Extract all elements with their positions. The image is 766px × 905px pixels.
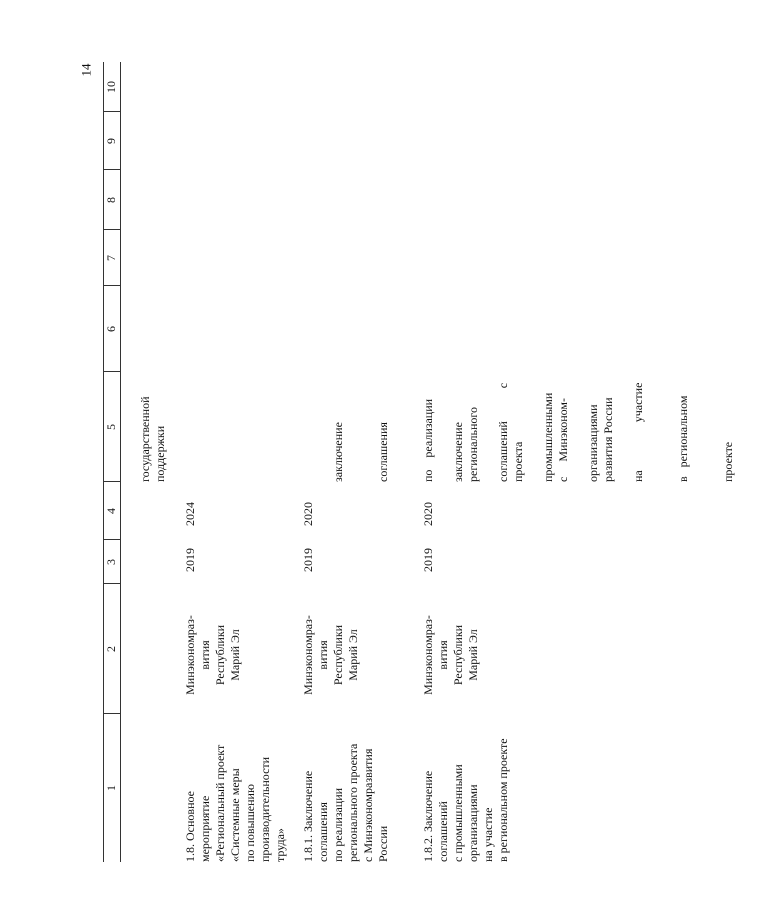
row-1-8-1-start-year: 2019 — [301, 548, 315, 572]
column-header: 3 — [104, 559, 118, 565]
row-1-8-1-result: заключение соглашения по реализации регионального проекта с Минэконом- развития России — [331, 397, 615, 482]
row-1-8-2-result: заключение соглашений с промышленными организациями на участие в региональном проекте — [451, 382, 735, 482]
row-1-8-2-start-year: 2019 — [421, 548, 435, 572]
row-1-8-executor: Минэкономраз- вития Республики Марий Эл — [183, 615, 242, 695]
column-header: 1 — [104, 785, 118, 791]
row-1-8-2-end-year: 2020 — [421, 502, 435, 526]
column-header: 4 — [104, 508, 118, 514]
row-1-8-start-year: 2019 — [183, 548, 197, 572]
row-1-8-2-title: 1.8.2. Заключение соглашений с промышленными организациями на участие в региональном проекте — [421, 738, 510, 862]
column-header: 10 — [104, 81, 118, 93]
column-header: 5 — [104, 424, 118, 430]
row-1-8-1-executor: Минэкономраз- вития Республики Марий Эл — [301, 615, 360, 695]
row-1-8-1-end-year: 2020 — [301, 502, 315, 526]
column-header: 8 — [104, 197, 118, 203]
continuation-cell-col5: государственной поддержки — [138, 396, 167, 482]
row-1-8-1-title: 1.8.1. Заключение соглашения по реализации регионального проекта с Минэкономразвития России — [301, 743, 390, 862]
row-1-8-2-executor: Минэкономраз- вития Республики Марий Эл — [421, 615, 480, 695]
table-header-rule — [120, 62, 121, 862]
column-header: 6 — [104, 326, 118, 332]
column-header: 9 — [104, 138, 118, 144]
column-header: 7 — [104, 255, 118, 261]
row-1-8-title: 1.8. Основное мероприятие «Региональный проект «Системные меры по повышению производительности труда» — [183, 744, 287, 862]
page-number: 14 — [78, 63, 94, 77]
column-header: 2 — [104, 646, 118, 652]
row-1-8-end-year: 2024 — [183, 502, 197, 526]
document-table — [103, 62, 735, 862]
